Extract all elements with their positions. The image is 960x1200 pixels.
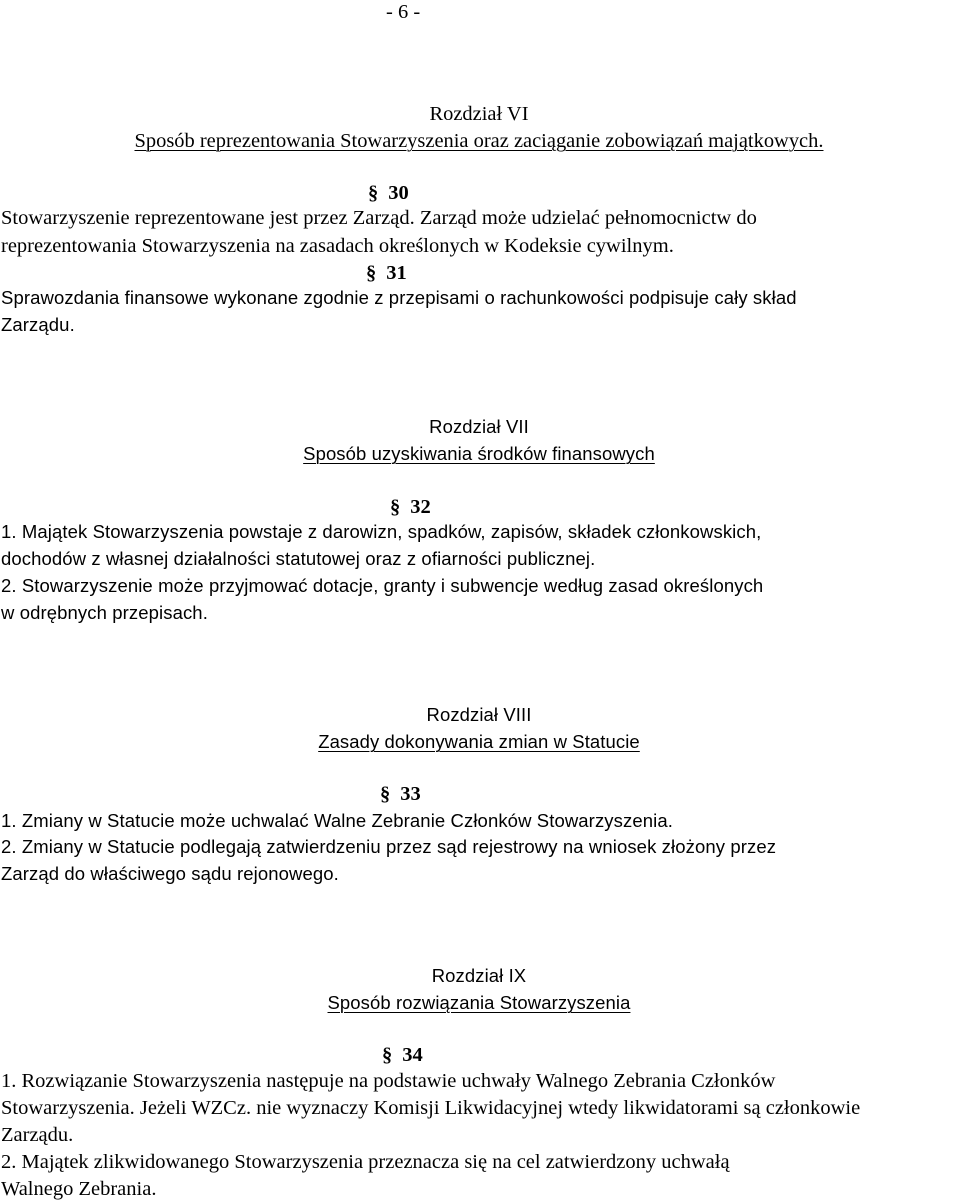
chapter-subtitle-text: Sposób uzyskiwania środków finansowych xyxy=(303,443,655,464)
paragraph-line: Zarządu. xyxy=(1,314,75,335)
section-symbol: § xyxy=(368,182,379,204)
paragraph-line: reprezentowania Stowarzyszenia na zasadach określonych w Kodeksie cywilnym. xyxy=(1,235,674,257)
section-marker xyxy=(390,497,431,518)
paragraph-line: dochodów z własnej działalności statutowej oraz z ofiarności publicznej. xyxy=(1,548,596,569)
section-number: 33 xyxy=(400,783,421,805)
chapter-heading: Rozdział IX xyxy=(431,965,527,986)
section-marker xyxy=(366,263,407,284)
chapter-subtitle xyxy=(0,994,958,1013)
section-number: 34 xyxy=(402,1044,423,1066)
section-symbol: § xyxy=(366,262,377,284)
paragraph-line: 2. Zmiany w Statucie podlegają zatwierdzeniu przez sąd rejestrowy na wniosek złożony przez xyxy=(1,836,777,857)
chapter-heading: Rozdział VI xyxy=(429,103,529,125)
section-marker xyxy=(382,1045,423,1066)
chapter-subtitle-text: Sposób reprezentowania Stowarzyszenia oraz zaciąganie zobowiązań majątkowych. xyxy=(134,130,824,152)
paragraph-line: 2. Majątek zlikwidowanego Stowarzyszenia przeznacza się na cel zatwierdzony uchwałą xyxy=(1,1151,730,1173)
chapter-subtitle xyxy=(0,131,958,152)
chapter-subtitle xyxy=(0,733,958,752)
chapter-heading: Rozdział VII xyxy=(429,416,529,437)
paragraph-line: Walnego Zebrania. xyxy=(1,1178,157,1200)
paragraph-line: 2. Stowarzyszenie może przyjmować dotacje, granty i subwencje według zasad określonych xyxy=(1,575,764,596)
paragraph-line: Stowarzyszenia. Jeżeli WZCz. nie wyznaczy Komisji Likwidacyjnej wtedy likwidatorami są członkowie xyxy=(1,1097,861,1119)
section-number: 32 xyxy=(410,496,431,518)
paragraph-line: 1. Rozwiązanie Stowarzyszenia następuje na podstawie uchwały Walnego Zebrania Członków xyxy=(1,1070,776,1092)
chapter-subtitle-text: Zasady dokonywania zmian w Statucie xyxy=(318,731,640,752)
section-symbol: § xyxy=(390,496,401,518)
section-marker xyxy=(368,183,409,204)
paragraph-line: 1. Zmiany w Statucie może uchwalać Walne Zebranie Członków Stowarzyszenia. xyxy=(1,810,673,831)
chapter-subtitle xyxy=(0,445,958,464)
section-number: 30 xyxy=(388,182,409,204)
paragraph-line: Stowarzyszenie reprezentowane jest przez Zarząd. Zarząd może udzielać pełnomocnictw do xyxy=(1,207,757,229)
chapter-subtitle-text: Sposób rozwiązania Stowarzyszenia xyxy=(327,992,631,1013)
paragraph-line: Zarząd do właściwego sądu rejonowego. xyxy=(1,863,339,884)
section-symbol: § xyxy=(380,783,391,805)
section-symbol: § xyxy=(382,1044,393,1066)
paragraph-line: Zarządu. xyxy=(1,1124,74,1146)
section-marker xyxy=(380,784,421,805)
chapter-heading: Rozdział VIII xyxy=(426,704,532,725)
section-number: 31 xyxy=(386,262,407,284)
page-number: - 6 - xyxy=(386,1,421,23)
paragraph-line: 1. Majątek Stowarzyszenia powstaje z darowizn, spadków, zapisów, składek członkowskich, xyxy=(1,521,762,542)
paragraph-line: Sprawozdania finansowe wykonane zgodnie z przepisami o rachunkowości podpisuje cały skład xyxy=(1,287,797,308)
paragraph-line: w odrębnych przepisach. xyxy=(1,602,208,623)
